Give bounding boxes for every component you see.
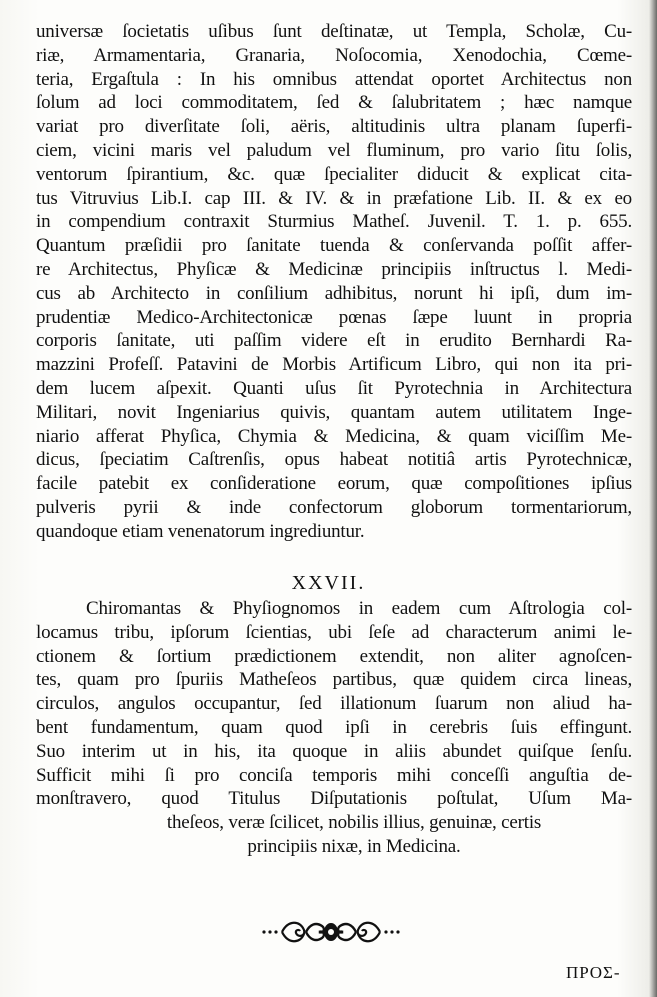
text-line: ctionem & ſortium prædictionem extendit, non aliter agnoſcen- [36, 645, 632, 667]
text-line: theſeos, veræ ſcilicet, nobilis illius, genuinæ, certis [166, 812, 542, 834]
text-line: pulveris pyrii & inde confectorum globorum tormentariorum, [36, 496, 632, 518]
text-line: quandoque etiam venenatorum ingrediuntur. [36, 520, 365, 542]
text-line: corporis ſanitate, uti paſſim videre eſt in erudito Bernhardi Ra- [36, 330, 632, 352]
printer-ornament-icon [258, 917, 404, 947]
text-line: Chiromantas & Phyſiognomos in eadem cum Aſtrologia col- [86, 598, 632, 619]
text-line: bent fundamentum, quam quod ipſi in cerebris ſuis effingunt. [36, 716, 632, 738]
text-line: cus ab Architecto in conſilium adhibitus, norunt hi ipſi, dum im- [36, 282, 632, 304]
text-line: universæ ſocietatis uſibus ſunt deſtinatæ, ut Templa, Scholæ, Cu- [36, 21, 632, 42]
text-line: riæ, Armamentaria, Granaria, Noſocomia, Xenodochia, Cœme- [36, 44, 632, 66]
text-line: dicus, ſpeciatim Caſtrenſis, opus habeat notitiâ artis Pyrotechnicæ, [36, 449, 632, 471]
text-line: tus Vitruvius Lib.I. cap III. & IV. & in præfatione Lib. II. & ex eo [36, 187, 632, 209]
paragraph-architecture [36, 20, 632, 544]
text-line: locamus tribu, ipſorum ſcientias, ubi ſeſe ad characterum animi le- [36, 621, 632, 643]
text-line: in compendium contraxit Sturmius Matheſ. Juvenil. T. 1. p. 655. [36, 211, 632, 233]
text-line: re Architectus, Phyſicæ & Medicinæ principiis inſtructus l. Medi- [36, 258, 632, 280]
text-line: mazzini Profeſſ. Patavini de Morbis Artificum Libro, qui non ita pri- [36, 354, 632, 376]
text-line: tes, quam pro ſpuriis Matheſeos partibus, quæ quidem circa lineas, [36, 669, 632, 691]
text-line: dem lucem aſpexit. Quanti uſus ſit Pyrotechnia in Architectura [36, 377, 632, 399]
catchword: ΠΡΟΣ- [566, 963, 621, 982]
text-line: circulos, angulos occupantur, ſed illationum ſuarum non aliud ha- [36, 693, 632, 715]
text-line: niario afferat Phyſica, Chymia & Medicina, & quam viciſſim Me- [36, 425, 632, 447]
text-line: monſtravero, quod Titulus Diſputationis poſtulat, Uſum Ma- [36, 788, 632, 810]
text-line: Militari, novit Ingeniarius quivis, quantam autem utilitatem Inge- [36, 401, 632, 423]
text-line: principiis nixæ, in Medicina. [247, 835, 461, 857]
text-line: variat pro diverſitate ſoli, aëris, altitudinis ultra planam ſuperfi- [36, 116, 632, 138]
text-line: Sufficit mihi ſi pro conciſa temporis mihi conceſſi anguſtia de- [36, 764, 632, 786]
text-line: ventorum ſpirantium, &c. quæ ſpecialiter diducit & explicat cita- [36, 163, 632, 185]
section-heading: XXVII. [291, 572, 366, 594]
text-line: prudentiæ Medico-Architectonicæ pœnas ſæpe luunt in propria [36, 306, 632, 328]
text-line: facile patebit ex conſideratione eorum, quæ compoſitiones ipſius [36, 473, 632, 495]
paragraph-chiromantas [36, 597, 632, 859]
text-line: ciem, vicini maris vel paludum vel fluminum, pro vario ſitu ſolis, [36, 139, 632, 161]
text-line: Suo interim ut in his, ita quoque in aliis abundet quiſque ſenſu. [36, 740, 632, 762]
text-line: Quantum præſidii pro ſanitate tuenda & conſervanda poſſit affer- [36, 235, 632, 257]
text-line: ſolum ad loci commoditatem, ſed & ſalubritatem ; hæc namque [36, 92, 632, 114]
text-line: teria, Ergaſtula : In his omnibus attendat oportet Architectus non [36, 68, 632, 90]
